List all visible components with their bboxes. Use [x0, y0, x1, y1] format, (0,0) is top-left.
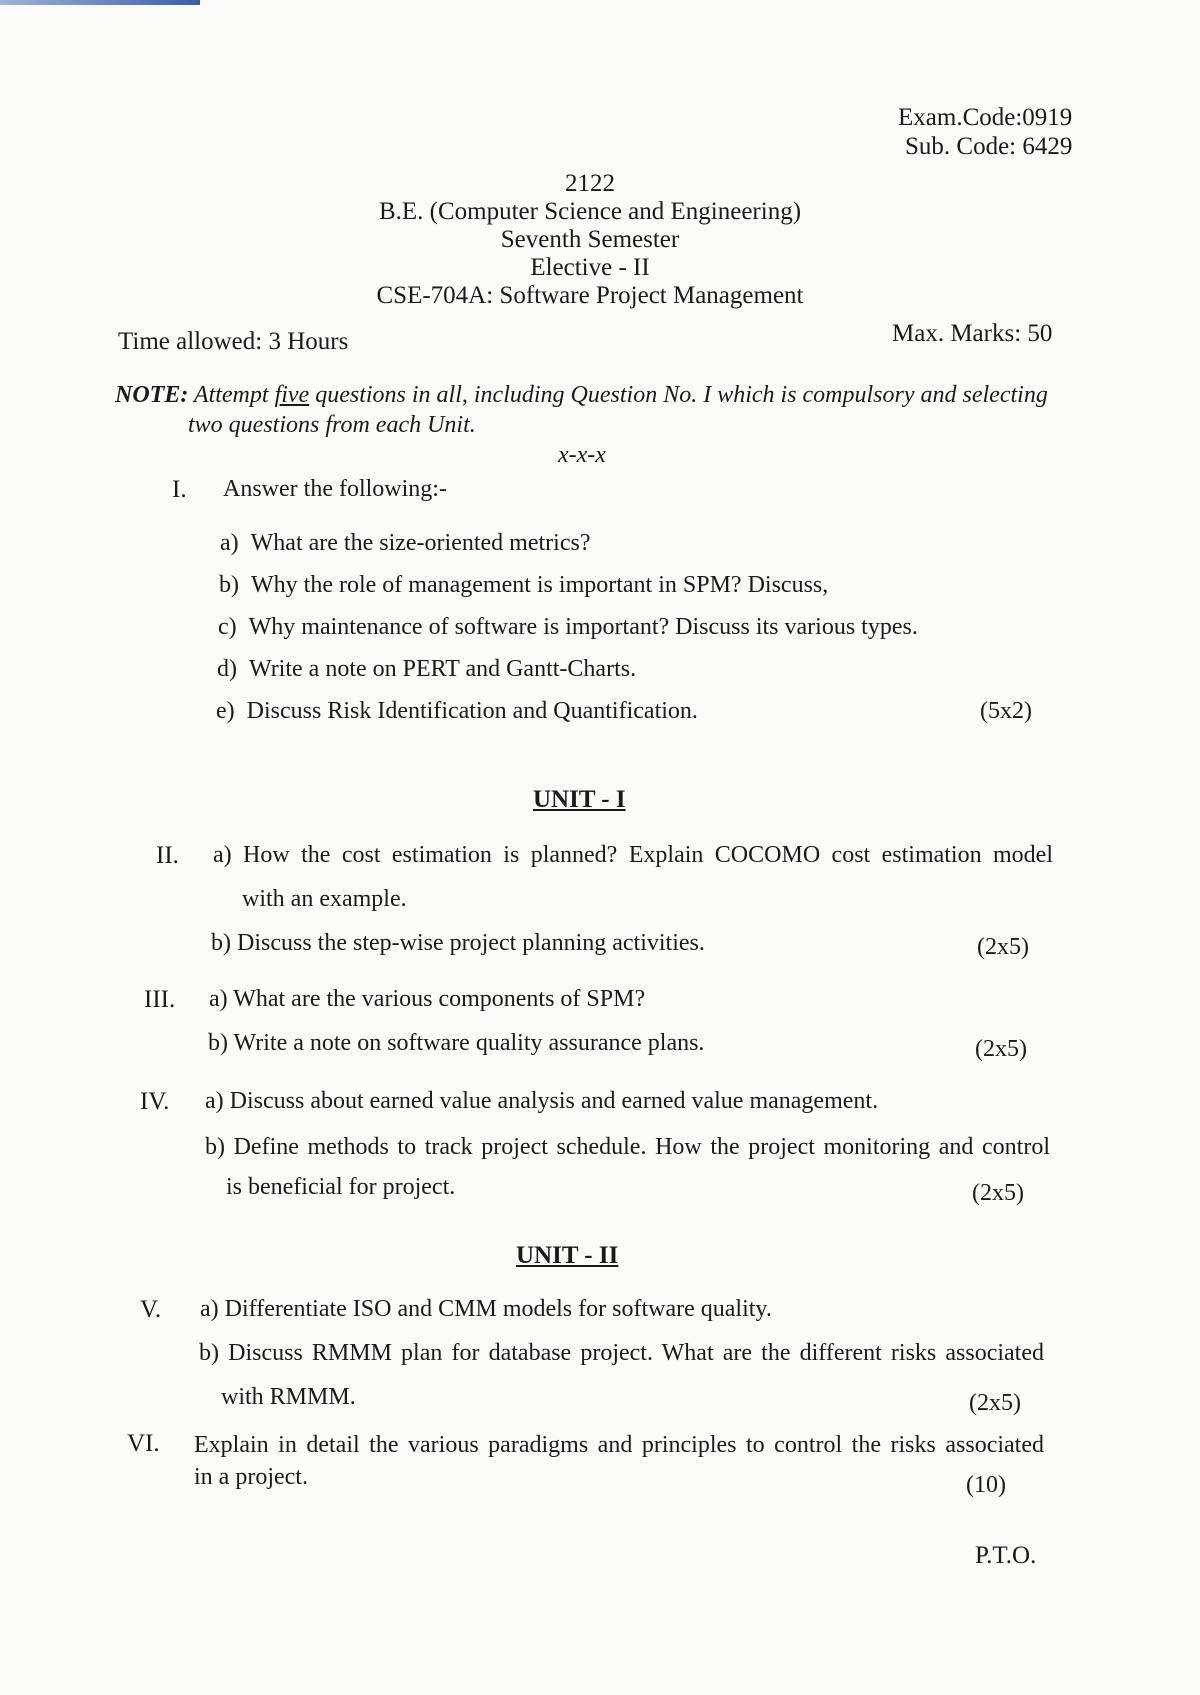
- q4-a: a) Discuss about earned value analysis and earned value management.: [205, 1088, 879, 1114]
- q1-item-a: [220, 530, 590, 557]
- semester-title: Seventh Semester: [500, 226, 680, 253]
- q2-a-line1: a) How the cost estimation is planned? Explain COCOMO cost estimation model: [213, 842, 1053, 868]
- q2-b: b) Discuss the step-wise project planning activities.: [211, 930, 705, 956]
- q3-b: b) Write a note on software quality assurance plans.: [208, 1030, 705, 1056]
- q1-marks: (5x2): [980, 698, 1032, 724]
- q1-item-c-label: c): [218, 614, 237, 640]
- q3-marks: (2x5): [975, 1036, 1027, 1062]
- q1-item-e-text: Discuss Risk Identification and Quantification.: [246, 698, 698, 724]
- note-attempt: Attempt: [193, 382, 269, 408]
- elective-title: Elective - II: [530, 254, 650, 281]
- note-line-2: two questions from each Unit.: [188, 412, 476, 438]
- q6-line1: Explain in detail the various paradigms and principles to control the risks associated: [194, 1432, 1044, 1458]
- pto-label: P.T.O.: [975, 1542, 1037, 1569]
- q6-line2: in a project.: [194, 1464, 308, 1490]
- q2-number: II.: [156, 842, 179, 869]
- time-allowed: Time allowed: 3 Hours: [118, 328, 349, 355]
- q4-marks: (2x5): [972, 1180, 1024, 1206]
- q3-a: a) What are the various components of SPM?: [209, 986, 646, 1012]
- q1-item-b-label: b): [219, 572, 239, 598]
- note-rest: questions in all, including Question No. I which is compulsory and selecting: [315, 382, 1048, 408]
- q3-number: III.: [144, 986, 176, 1013]
- q2-a-line2: with an example.: [242, 886, 407, 912]
- subject-title: CSE-704A: Software Project Management: [376, 282, 804, 309]
- q4-number: IV.: [140, 1088, 170, 1115]
- q6-marks: (10): [966, 1472, 1006, 1498]
- note-line-1: [115, 382, 1048, 409]
- sub-code: Sub. Code: 6429: [905, 133, 1073, 160]
- q1-item-c: [218, 614, 918, 641]
- note-label: NOTE:: [115, 382, 189, 408]
- q1-item-d: [217, 656, 636, 683]
- q1-item-e: [216, 698, 698, 725]
- q5-marks: (2x5): [969, 1390, 1021, 1416]
- q1-item-d-label: d): [217, 656, 237, 682]
- q5-a: a) Differentiate ISO and CMM models for software quality.: [200, 1296, 772, 1322]
- q6-number: VI.: [127, 1430, 160, 1457]
- q5-b-line2: with RMMM.: [221, 1384, 356, 1410]
- q1-item-a-label: a): [220, 530, 239, 556]
- note-separator: x-x-x: [558, 442, 606, 468]
- q2-marks: (2x5): [977, 934, 1029, 960]
- q1-item-a-text: What are the size-oriented metrics?: [250, 530, 591, 556]
- max-marks: Max. Marks: 50: [892, 320, 1053, 347]
- q1-item-d-text: Write a note on PERT and Gantt-Charts.: [249, 656, 637, 682]
- exam-code: Exam.Code:0919: [898, 104, 1073, 131]
- q1-item-c-text: Why maintenance of software is important? Discuss its various types.: [248, 614, 918, 640]
- q1-item-b-text: Why the role of management is important in SPM? Discuss,: [251, 572, 829, 598]
- q5-number: V.: [140, 1296, 162, 1323]
- q5-b-line1: b) Discuss RMMM plan for database project. What are the different risks associated: [199, 1340, 1044, 1366]
- unit-1-heading: UNIT - I: [533, 786, 626, 813]
- q4-b-line2: is beneficial for project.: [226, 1174, 456, 1200]
- q1-number: I.: [172, 476, 187, 503]
- q4-b-line1: b) Define methods to track project schedule. How the project monitoring and control: [205, 1134, 1050, 1160]
- unit-2-heading: UNIT - II: [516, 1242, 619, 1269]
- scan-edge-mark: [0, 0, 200, 5]
- q1-item-b: [219, 572, 828, 599]
- q1-title: Answer the following:-: [223, 476, 447, 502]
- year-code: 2122: [565, 170, 615, 197]
- note-five: five: [274, 382, 310, 408]
- q1-item-e-label: e): [216, 698, 235, 724]
- course-title: B.E. (Computer Science and Engineering): [378, 198, 802, 225]
